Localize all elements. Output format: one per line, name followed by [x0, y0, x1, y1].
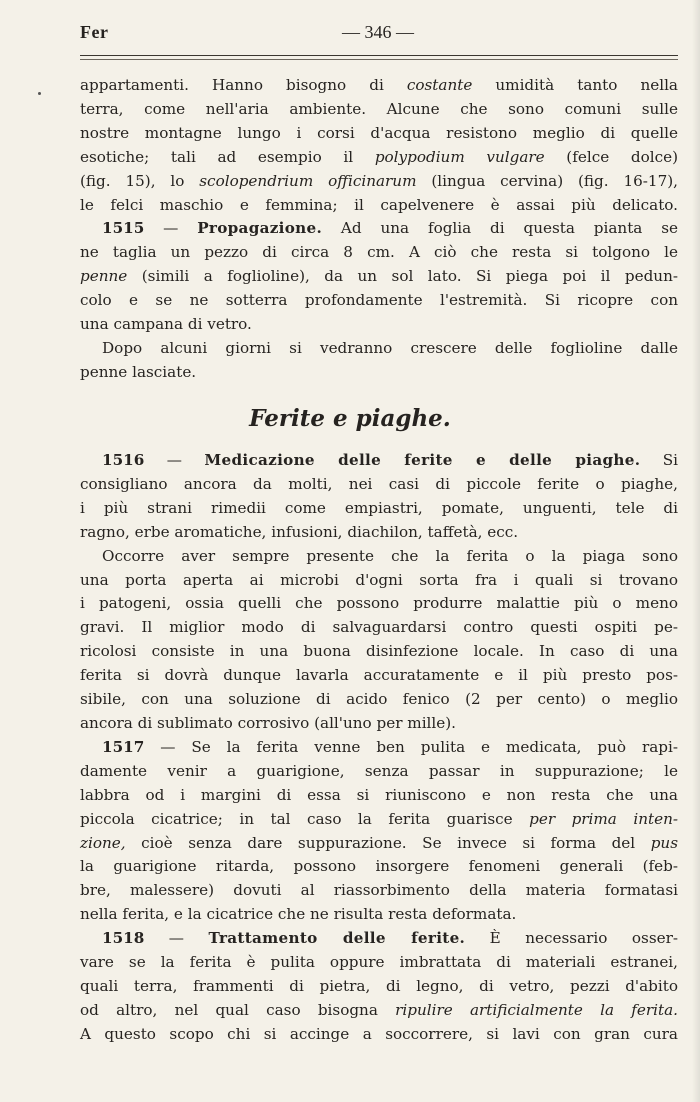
text-line: ragno, erbe aromatiche, infusioni, diachilon, taffetà, ecc. [80, 522, 519, 541]
page-edge-shadow [692, 0, 700, 1102]
section-title: Ferite e piaghe. [249, 405, 451, 432]
paragraph-ferns [80, 74, 678, 385]
text-line: sibile, con una soluzione di acido fenico (2 per cento) o meglio [80, 690, 678, 709]
text-line: A questo scopo chi si accinge a soccorrere, si lavi con gran cura [80, 1024, 678, 1043]
text-line: le felci maschio e femmina; il capelvenere è assai più delicato. [80, 195, 678, 214]
text-line: Dopo alcuni giorni si vedranno crescere delle foglioline dalle [102, 338, 678, 357]
text-line: una campana di vetro. [80, 315, 252, 334]
text-line: una porta aperta ai microbi d'ogni sorta fra i quali si trovano [80, 570, 678, 589]
text-line: nella ferita, e la cicatrice che ne risulta resta deformata. [80, 905, 517, 924]
text-line: penne (simili a foglioline), da un sol lato. Si piega poi il pedun- [80, 267, 678, 286]
margin-speck [38, 92, 41, 95]
entry-1518-line: 1518 — Trattamento delle ferite. È necessario osser- [102, 929, 678, 948]
text-line: ancora di sublimato corrosivo (all'uno per mille). [80, 713, 457, 732]
page-number: — 346 — [342, 22, 414, 42]
header-rule-thin [80, 59, 678, 60]
entry-1515-line: 1515 — Propagazione. Ad una foglia di questa pianta se [102, 219, 678, 238]
text-line: i più strani rimedii come empiastri, pomate, unguenti, tele di [80, 498, 678, 517]
text-line: damente venir a guarigione, senza passar in suppurazione; le [80, 761, 678, 780]
entry-1517-line: 1517 — Se la ferita venne ben pulita e medicata, può rapi- [102, 737, 678, 756]
text-line: ricolosi consiste in una buona disinfezione locale. In caso di una [80, 642, 678, 661]
text-line: quali terra, frammenti di pietra, di legno, di vetro, pezzi d'abito [80, 976, 678, 995]
text-line: zione, cioè senza dare suppurazione. Se invece si forma del pus [80, 833, 678, 852]
text-line: piccola cicatrice; in tal caso la ferita guarisce per prima inten- [80, 809, 678, 828]
text-line: nostre montagne lungo i corsi d'acqua resistono meglio di quelle [80, 123, 678, 142]
text-line: terra, come nell'aria ambiente. Alcune che sono comuni sulle [80, 99, 678, 118]
running-head: Fer [80, 22, 109, 42]
text-line: gravi. Il miglior modo di salvaguardarsi contro questi ospiti pe- [80, 618, 678, 637]
text-line: la guarigione ritarda, possono insorgere fenomeni generali (feb- [80, 857, 678, 876]
text-line: ferita si dovrà dunque lavarla accuratamente e il più presto pos- [80, 666, 678, 685]
entry-1515-title: Propagazione. [197, 219, 323, 238]
text-line: labbra od i margini di essa si riuniscono e non resta che una [80, 785, 678, 804]
text-line: vare se la ferita è pulita oppure imbrattata di materiali estranei, [80, 953, 678, 972]
entry-1516-title: Medicazione delle ferite e delle piaghe. [204, 451, 641, 469]
text-line: Occorre aver sempre presente che la ferita o la piaga sono [102, 546, 678, 565]
entry-1516-line: 1516 — Medicazione delle ferite e delle piaghe. Si [102, 451, 679, 469]
text-line: consigliano ancora da molti, nei casi di piccole ferite o piaghe, [80, 474, 678, 493]
entry-1516 [80, 449, 678, 1047]
text-line: penne lasciate. [80, 362, 197, 381]
text-line: colo e se ne sotterra profondamente l'estremità. Si ricopre con [80, 291, 678, 310]
text-line: od altro, nel qual caso bisogna ripulire artificialmente la ferita. [80, 1000, 678, 1019]
text-line: bre, malessere) dovuti al riassorbimento della materia formatasi [80, 881, 678, 900]
text-line: i patogeni, ossia quelli che possono produrre malattie più o meno [80, 594, 678, 613]
header-rule [80, 55, 678, 56]
entry-1518-title: Trattamento delle ferite. [208, 929, 466, 948]
text-line: ne taglia un pezzo di circa 8 cm. A ciò che resta si tolgono le [80, 243, 678, 262]
text-line: (fig. 15), lo scolopendrium officinarum (lingua cervina) (fig. 16-17), [80, 171, 678, 190]
text-line: esotiche; tali ad esempio il polypodium vulgare (felce dolce) [80, 147, 678, 166]
text-line: appartamenti. Hanno bisogno di costante umidità tanto nella [80, 76, 678, 94]
page-header [80, 18, 680, 50]
